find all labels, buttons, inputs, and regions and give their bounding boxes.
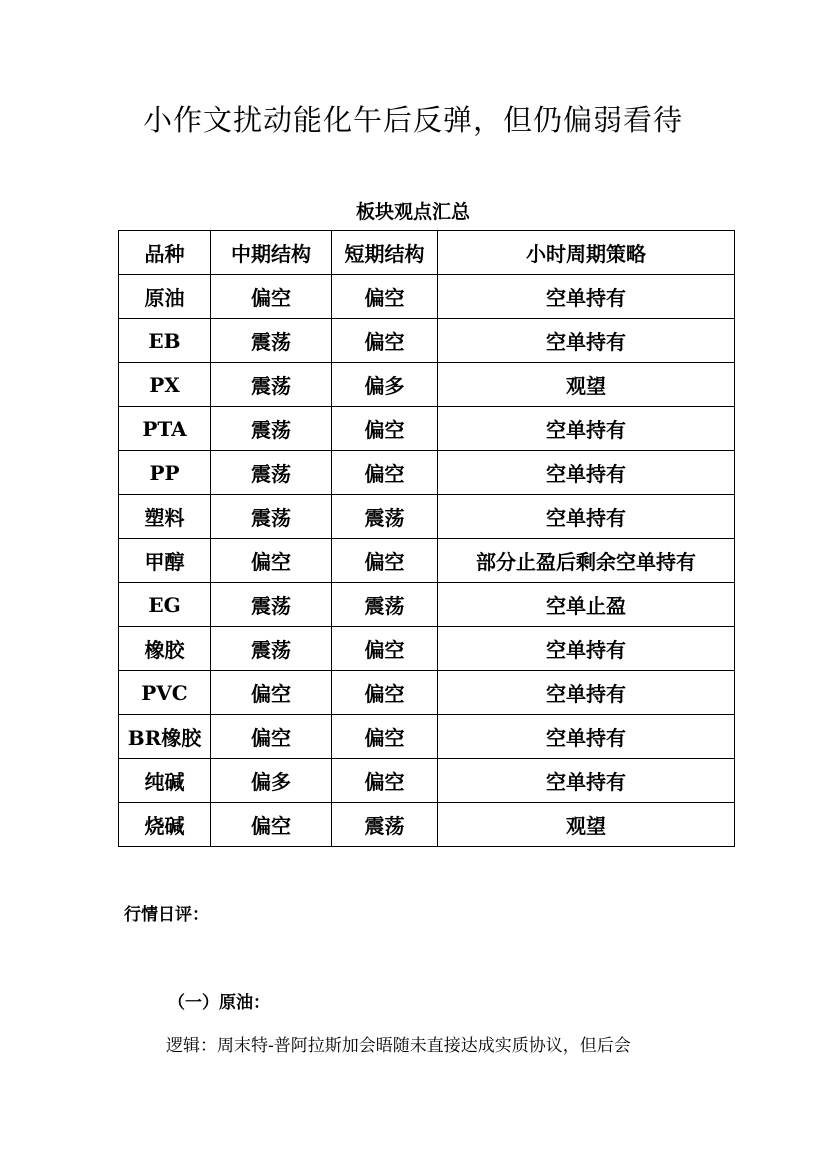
cell-variety: 塑料	[119, 495, 211, 539]
table-row	[119, 495, 735, 539]
table-caption: 板块观点汇总	[355, 201, 470, 223]
cell-mid-term: 震荡	[211, 627, 332, 671]
cell-short-term: 震荡	[332, 495, 438, 539]
cell-hourly-strategy: 空单持有	[438, 407, 735, 451]
table-row	[119, 627, 735, 671]
cell-mid-term: 震荡	[211, 407, 332, 451]
cell-short-term: 震荡	[332, 583, 438, 627]
sector-view-table	[118, 230, 735, 847]
table-header-row	[119, 231, 735, 275]
cell-hourly-strategy: 空单止盈	[438, 583, 735, 627]
cell-variety: 纯碱	[119, 759, 211, 803]
table-row	[119, 275, 735, 319]
cell-variety: 甲醇	[119, 539, 211, 583]
cell-variety: PVC	[119, 671, 211, 715]
cell-mid-term: 偏空	[211, 275, 332, 319]
cell-variety: BR橡胶	[119, 715, 211, 759]
cell-mid-term: 震荡	[211, 319, 332, 363]
cell-short-term: 偏空	[332, 451, 438, 495]
cell-short-term: 偏空	[332, 715, 438, 759]
table-row	[119, 363, 735, 407]
cell-hourly-strategy: 观望	[438, 803, 735, 847]
crude-oil-heading: （一）原油：	[168, 993, 270, 1013]
cell-mid-term: 震荡	[211, 583, 332, 627]
cell-mid-term: 偏空	[211, 539, 332, 583]
cell-short-term: 震荡	[332, 803, 438, 847]
cell-variety: EB	[119, 319, 211, 363]
cell-short-term: 偏空	[332, 319, 438, 363]
header-mid-term: 中期结构	[211, 231, 332, 275]
cell-variety: PTA	[119, 407, 211, 451]
header-variety: 品种	[119, 231, 211, 275]
cell-mid-term: 偏空	[211, 715, 332, 759]
table-row	[119, 583, 735, 627]
market-review-heading: 行情日评：	[124, 905, 209, 925]
cell-short-term: 偏空	[332, 539, 438, 583]
cell-mid-term: 震荡	[211, 495, 332, 539]
document-title: 小作文扰动能化午后反弹，但仍偏弱看待	[142, 103, 683, 137]
cell-hourly-strategy: 空单持有	[438, 319, 735, 363]
cell-variety: PP	[119, 451, 211, 495]
table-row	[119, 715, 735, 759]
header-short-term: 短期结构	[332, 231, 438, 275]
cell-hourly-strategy: 观望	[438, 363, 735, 407]
table-row	[119, 759, 735, 803]
cell-variety: 原油	[119, 275, 211, 319]
cell-variety: EG	[119, 583, 211, 627]
cell-short-term: 偏空	[332, 759, 438, 803]
table-row	[119, 539, 735, 583]
table-row	[119, 671, 735, 715]
cell-short-term: 偏多	[332, 363, 438, 407]
cell-mid-term: 震荡	[211, 451, 332, 495]
cell-short-term: 偏空	[332, 407, 438, 451]
cell-hourly-strategy: 空单持有	[438, 495, 735, 539]
cell-hourly-strategy: 空单持有	[438, 759, 735, 803]
table-row	[119, 319, 735, 363]
cell-variety: 烧碱	[119, 803, 211, 847]
cell-hourly-strategy: 空单持有	[438, 627, 735, 671]
cell-short-term: 偏空	[332, 275, 438, 319]
cell-hourly-strategy: 空单持有	[438, 715, 735, 759]
cell-mid-term: 偏多	[211, 759, 332, 803]
table-row	[119, 803, 735, 847]
header-hourly-strategy: 小时周期策略	[438, 231, 735, 275]
cell-mid-term: 偏空	[211, 803, 332, 847]
cell-short-term: 偏空	[332, 671, 438, 715]
crude-oil-logic-text: 逻辑：周末特-普阿拉斯加会晤随未直接达成实质协议，但后会	[166, 1036, 631, 1056]
cell-variety: PX	[119, 363, 211, 407]
cell-mid-term: 偏空	[211, 671, 332, 715]
cell-mid-term: 震荡	[211, 363, 332, 407]
cell-hourly-strategy: 空单持有	[438, 451, 735, 495]
cell-hourly-strategy: 空单持有	[438, 275, 735, 319]
cell-hourly-strategy: 部分止盈后剩余空单持有	[438, 539, 735, 583]
table-body	[119, 275, 735, 847]
cell-variety: 橡胶	[119, 627, 211, 671]
cell-short-term: 偏空	[332, 627, 438, 671]
table-row	[119, 451, 735, 495]
table-row	[119, 407, 735, 451]
cell-hourly-strategy: 空单持有	[438, 671, 735, 715]
